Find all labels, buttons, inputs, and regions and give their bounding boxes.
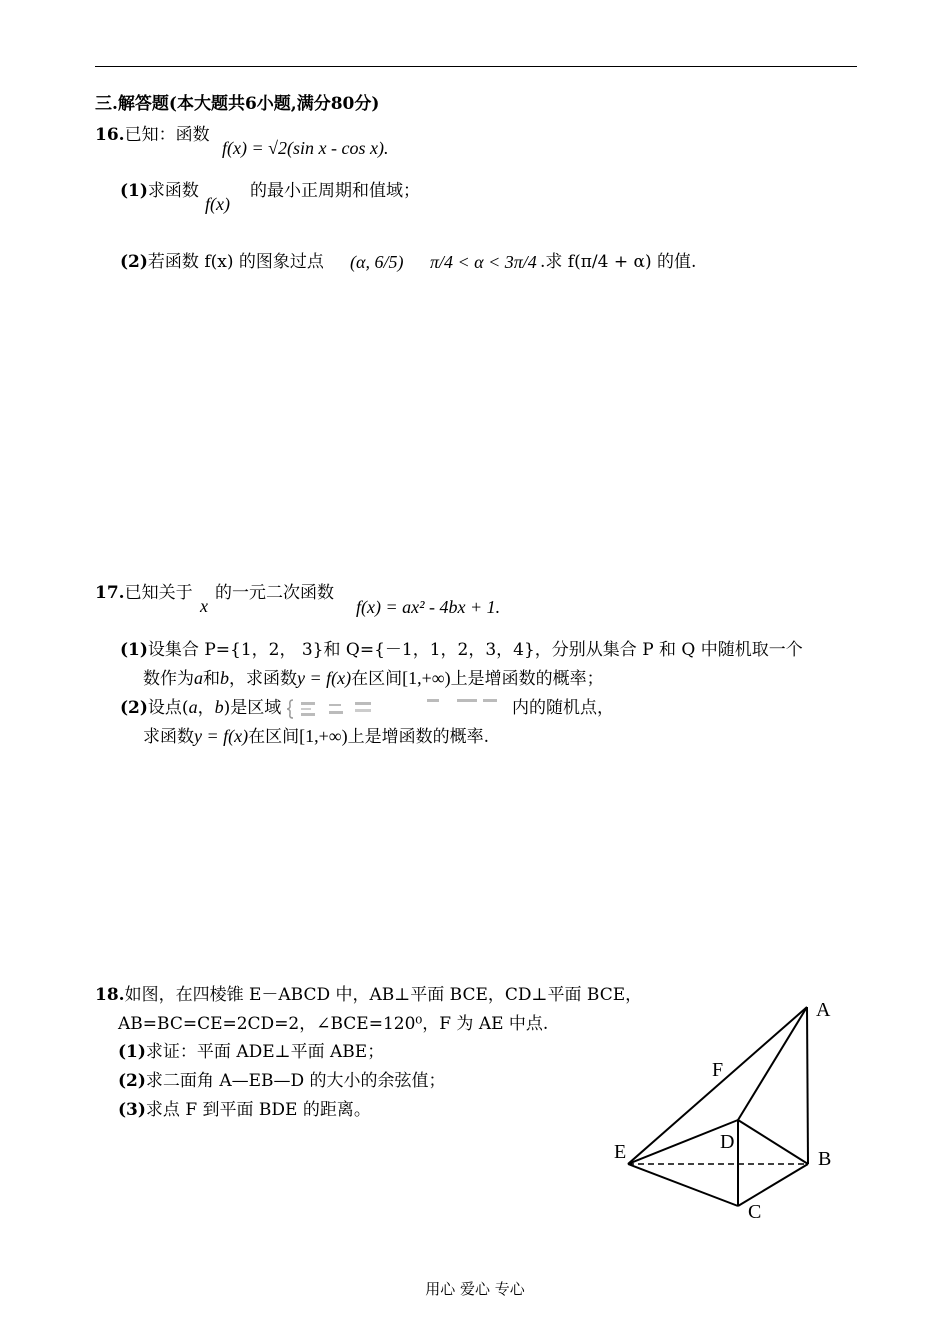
q17-var: x [200,596,208,616]
q16-formula: f(x) = √2(sin x - cos x). [222,138,389,158]
edge-EA [628,1007,807,1164]
q17-number: 17. [95,583,125,603]
q17-p2-line2-a: 求函数 [143,727,194,747]
q17-p1-label: (1) [120,640,148,660]
q17-p1-line1-text: 设集合 P={1，2， 3}和 Q={－1，1，2，3，4}，分别从集合 P 和 Q 中随机取一个 [147,640,803,660]
q17-p2-comma: ， [197,698,215,718]
q17-intro-b: 的一元二次函数 [215,583,334,603]
q16-p2-ask: .求 f(π/4 + α) 的值. [540,252,697,272]
q17-p2-line2-b: 在区间 [248,727,300,747]
q16-part1 [120,180,199,202]
q16-p1-label: (1) [120,181,148,201]
q16-p1-text-a: 求函数 [147,181,199,201]
q18-p3-text: 求点 F 到平面 BDE 的距离。 [145,1100,371,1120]
section-title: 三.解答题(本大题共6小题,满分80分) [95,94,380,114]
edge-CB [738,1164,808,1206]
q17-part2-line1 [120,696,614,721]
q18-part3 [118,1099,371,1121]
q16-p2-text: 若函数 f(x) 的图象过点 [147,252,324,272]
q16-p1-func: f(x) [205,194,230,214]
q18-part2 [118,1070,446,1092]
q16-intro-text: 已知：函数 [124,125,210,145]
q17-p2-text-b: )是区域 [223,698,282,718]
edge-AD [738,1007,807,1120]
q16-intro [95,124,210,146]
q18-p2-text: 求二面角 A—EB—D 的大小的余弦值； [145,1071,446,1091]
q17-p2-a: a [188,697,198,717]
q18-p1-text: 求证：平面 ADE⊥平面 ABE； [145,1042,385,1062]
vertex-label-E: E [614,1141,627,1163]
q17-p2-line2-c: 上是增函数的概率. [347,727,490,747]
q17-intro-a: 已知关于 [124,583,193,603]
vertex-label-F: F [712,1059,724,1081]
q16-part2 [120,251,324,273]
q18-p2-label: (2) [118,1071,146,1091]
q16-p2-condition: π/4 < α < 3π/4 [430,252,537,272]
q17-p2-b: b [214,697,224,717]
q16-p2-point: (α, 6/5) [350,252,404,272]
edge-AB [807,1007,808,1164]
vertex-label-D: D [720,1131,735,1153]
q18-line1 [95,984,642,1006]
q17-p2-text-a: 设点( [147,698,189,718]
region-inequality-image [287,697,507,721]
q17-p2-text-c: 内的随机点， [512,698,615,718]
q18-part1 [118,1041,384,1063]
q17-part1-line1 [120,639,803,661]
q17-p1-text-a: 数作为 [143,669,194,689]
q18-line2: AB=BC=CE=2CD=2，∠BCE=120⁰，F 为 AE 中点. [118,1014,549,1034]
vertex-label-C: C [748,1201,762,1223]
q18-number: 18. [95,985,125,1005]
q17-formula: f(x) = ax² - 4bx + 1. [356,597,501,617]
q17-p2-func: y = f(x) [194,726,249,746]
q17-p1-b: b [220,668,229,688]
edge-DB [738,1120,808,1164]
q17-p1-func: y = f(x) [297,668,352,688]
header-rule [95,66,857,67]
q17-p1-interval: [1,+∞) [402,668,451,688]
edge-EC [628,1164,738,1206]
q18-line1-text: 如图，在四棱锥 E－ABCD 中，AB⊥平面 BCE，CD⊥平面 BCE， [124,985,643,1005]
q17-p2-label: (2) [120,698,148,718]
page-footer: 用心 爱心 专心 [425,1280,525,1298]
q17-p1-text-c: ，求函数 [229,669,297,689]
q18-p1-label: (1) [118,1042,146,1062]
q17-p1-text-b: 和 [203,669,220,689]
pyramid-figure [600,990,850,1225]
vertex-label-A: A [816,999,831,1021]
q17-p1-text-e: 上是增函数的概率； [450,669,604,689]
q17-p1-a: a [194,668,203,688]
q17-p2-interval: [1,+∞) [299,726,348,746]
q17-part2-line2 [143,725,489,748]
q17-part1-line2 [143,667,604,690]
q16-p2-label: (2) [120,252,148,272]
vertex-label-B: B [818,1148,832,1170]
q16-p1-text-b: 的最小正周期和值域； [250,181,420,201]
q16-number: 16. [95,125,125,145]
q17-intro [95,582,193,604]
q18-p3-label: (3) [118,1100,146,1120]
q17-p1-text-d: 在区间 [351,669,403,689]
